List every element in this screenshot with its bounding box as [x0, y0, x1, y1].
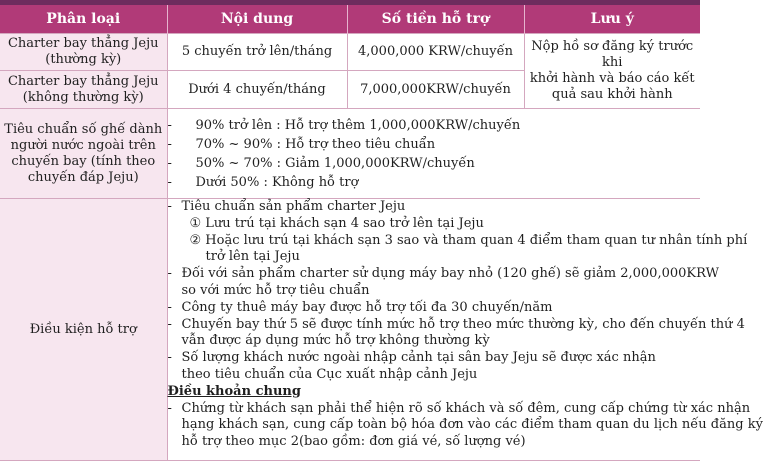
category-line: Charter bay thẳng Jeju	[7, 73, 159, 89]
condition-line	[168, 216, 701, 233]
note-line: khởi hành và báo cáo kết	[529, 71, 695, 86]
row-regular-charter	[0, 34, 700, 71]
dash: -	[167, 266, 172, 282]
condition-text: Chứng từ khách sạn phải thể hiện rõ số khách và số đêm, cung cấp chứng từ xác nhận	[181, 400, 751, 416]
condition-line	[167, 400, 751, 418]
condition-text: trở lên tại Jeju	[205, 249, 300, 265]
dash: -	[167, 199, 172, 214]
category-line: (không thường kỳ)	[22, 89, 144, 105]
seat-item-text: 90% trở lên : Hỗ trợ thêm 1,000,000KRW/chuyến	[195, 117, 521, 133]
condition-text: Tiêu chuẩn sản phẩm charter Jeju	[181, 199, 406, 214]
support-table	[0, 5, 763, 461]
dash: -	[167, 136, 172, 152]
condition-text: so với mức hỗ trợ tiêu chuẩn	[181, 282, 370, 298]
seat-item-text: 50% ~ 70% : Giảm 1,000,000KRW/chuyến	[195, 155, 475, 171]
note-line: Nộp hồ sơ đăng ký trước khi	[531, 39, 694, 70]
condition-text: theo tiêu chuẩn của Cục xuất nhập cảnh Jeju	[181, 366, 478, 382]
general-terms-list	[167, 400, 763, 451]
category-line: người nước ngoài trên	[10, 137, 156, 153]
condition-text: hạng khách sạn, cung cấp toàn bộ hóa đơn vào các điểm tham quan du lịch nếu đăng ký	[181, 417, 763, 433]
condition-line	[167, 266, 719, 283]
header-row	[0, 5, 700, 34]
condition-line	[168, 367, 701, 384]
category-line: (thường kỳ)	[45, 52, 122, 67]
dash: -	[167, 400, 172, 416]
seat-item	[168, 135, 701, 154]
condition-text: Công ty thuê máy bay được hỗ trợ tối đa 30 chuyến/năm	[181, 299, 553, 315]
condition-line	[168, 434, 701, 451]
category-line: Charter bay thẳng Jeju	[7, 36, 159, 51]
condition-text: Chuyến bay thứ 5 sẽ được tính mức hỗ trợ theo mức thường kỳ, cho đến chuyến thứ 4	[181, 316, 745, 332]
dash: -	[167, 174, 172, 190]
header-note: Lưu ý	[524, 5, 700, 34]
note-line: quả sau khởi hành	[551, 87, 673, 102]
dash: -	[167, 316, 172, 332]
seat-item	[168, 154, 701, 173]
row-conditions	[0, 199, 700, 461]
category-line: chuyến bay (tính theo	[11, 153, 156, 169]
conditions-list	[167, 199, 748, 384]
content-cell: 5 chuyến trở lên/tháng	[167, 34, 347, 71]
category-cell	[0, 109, 167, 199]
condition-text: ① Lưu trú tại khách sạn 4 sao trở lên tại Jeju	[189, 215, 484, 231]
condition-line	[168, 300, 701, 317]
condition-line	[168, 199, 701, 216]
condition-line	[168, 232, 748, 250]
category-cell: Điều kiện hỗ trợ	[0, 199, 167, 461]
condition-line	[168, 249, 701, 266]
condition-text: ② Hoặc lưu trú tại khách sạn 3 sao và tham quan 4 điểm tham quan tư nhân tính phí	[189, 232, 748, 248]
condition-text: hỗ trợ theo mục 2(bao gồm: đơn giá vé, số lượng vé)	[181, 434, 526, 450]
condition-line	[168, 350, 701, 367]
content-cell: Dưới 4 chuyến/tháng	[167, 71, 347, 109]
header-content: Nội dung	[167, 5, 347, 34]
dash: -	[167, 299, 172, 315]
condition-line	[168, 333, 701, 350]
dash: -	[167, 350, 172, 366]
condition-line	[167, 316, 745, 334]
condition-text: vẫn được áp dụng mức hỗ trợ không thường kỳ	[181, 333, 490, 349]
seat-item	[168, 173, 701, 192]
header-amount: Số tiền hỗ trợ	[347, 5, 524, 34]
dash: -	[167, 155, 172, 171]
category-cell	[0, 34, 167, 71]
note-cell	[524, 34, 700, 109]
seat-item-text: 70% ~ 90% : Hỗ trợ theo tiêu chuẩn	[195, 136, 436, 152]
condition-line	[168, 283, 701, 300]
amount-cell: 4,000,000 KRW/chuyến	[347, 34, 524, 71]
seat-standard-cell	[167, 109, 700, 199]
amount-cell: 7,000,000KRW/chuyến	[347, 71, 524, 109]
condition-line	[168, 417, 763, 434]
condition-text: Đối với sản phẩm charter sử dụng máy bay nhỏ (120 ghế) sẽ giảm 2,000,000KRW	[181, 266, 719, 282]
condition-text: Số lượng khách nước ngoài nhập cảnh tại sân bay Jeju sẽ được xác nhận	[181, 350, 656, 366]
general-terms-heading: Điều khoản chung	[167, 383, 301, 399]
seat-item-text: Dưới 50% : Không hỗ trợ	[195, 174, 359, 190]
category-line: Tiêu chuẩn số ghế dành	[4, 121, 163, 137]
category-cell	[0, 71, 167, 109]
row-seat-standard	[0, 109, 700, 199]
conditions-cell	[167, 199, 763, 461]
header-category: Phân loại	[0, 5, 167, 34]
seat-item	[168, 116, 701, 135]
dash: -	[167, 117, 172, 133]
category-line: chuyến đáp Jeju)	[27, 169, 139, 185]
